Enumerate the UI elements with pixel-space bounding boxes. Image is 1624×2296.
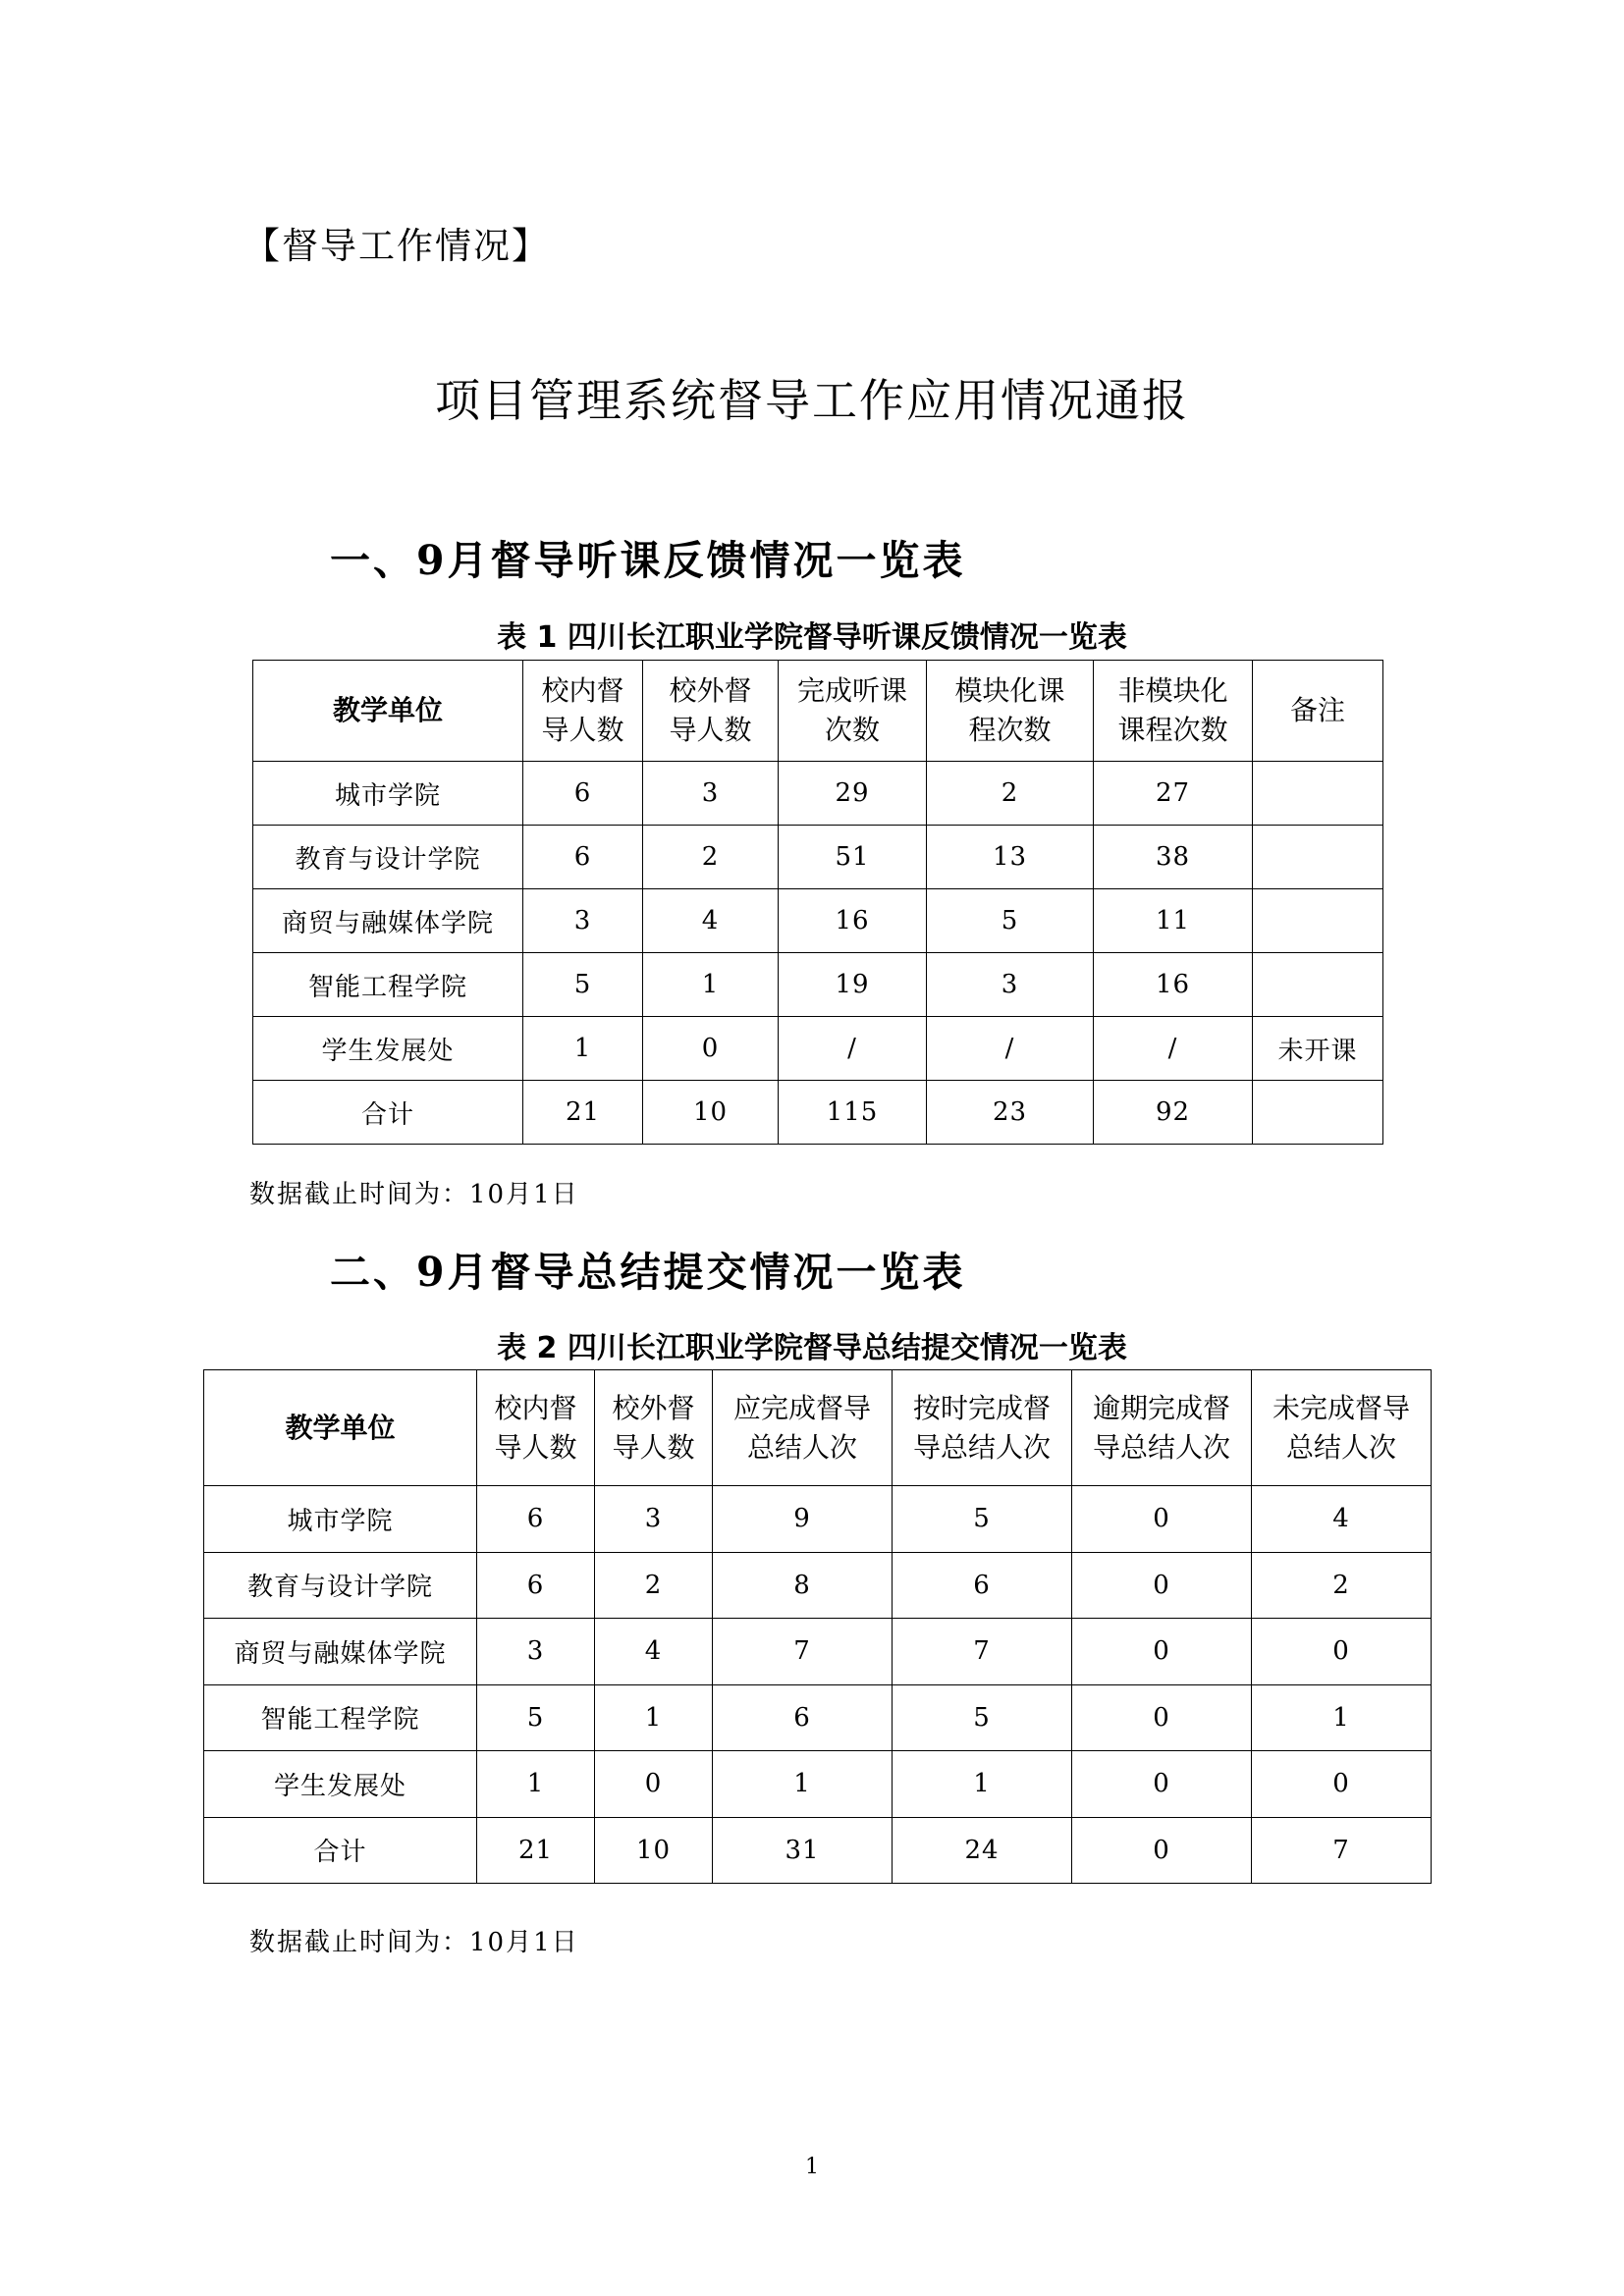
value-cell: 4 (643, 889, 779, 953)
column-header (1072, 1370, 1252, 1486)
section-1-heading: 一、9月督导听课反馈情况一览表 (330, 537, 966, 584)
column-header-line: 非模块化 (1117, 674, 1228, 707)
value-cell: 16 (779, 889, 927, 953)
value-cell: 5 (927, 889, 1094, 953)
column-header (1252, 1370, 1432, 1486)
value-cell: 23 (927, 1081, 1094, 1145)
value-cell: 6 (523, 826, 643, 889)
value-cell: 1 (523, 1017, 643, 1081)
section-tag: 【督导工作情况】 (244, 225, 550, 267)
column-header-line: 未完成督导 (1272, 1391, 1410, 1424)
value-cell: 4 (595, 1619, 713, 1685)
table-row (204, 1486, 1432, 1553)
column-header (927, 661, 1094, 762)
value-cell: 1 (893, 1751, 1072, 1818)
value-cell: 6 (893, 1552, 1072, 1619)
column-header (779, 661, 927, 762)
value-cell: 1 (477, 1751, 595, 1818)
value-cell: 2 (643, 826, 779, 889)
value-cell: 1 (643, 953, 779, 1017)
column-header-line: 逾期完成督 (1092, 1391, 1230, 1424)
column-header-line: 应完成督导 (732, 1391, 871, 1424)
table-row (253, 1017, 1383, 1081)
value-cell: 0 (1252, 1619, 1432, 1685)
value-cell: 1 (713, 1751, 893, 1818)
value-cell: 3 (927, 953, 1094, 1017)
unit-cell: 智能工程学院 (253, 953, 523, 1017)
column-header-line: 教学单位 (285, 1411, 396, 1444)
value-cell: 1 (1252, 1684, 1432, 1751)
value-cell: 5 (893, 1486, 1072, 1553)
unit-cell: 商贸与融媒体学院 (204, 1619, 477, 1685)
table-1-lecture-feedback (252, 660, 1383, 1145)
document-title: 项目管理系统督导工作应用情况通报 (435, 374, 1189, 427)
table-row (253, 826, 1383, 889)
table-2-caption: 表 2 四川长江职业学院督导总结提交情况一览表 (497, 1331, 1127, 1365)
value-cell: 29 (779, 762, 927, 826)
column-header-line: 导人数 (669, 714, 752, 746)
column-header-line: 总结人次 (746, 1430, 857, 1464)
column-header-line: 导人数 (494, 1430, 577, 1464)
table-header-row (204, 1370, 1432, 1486)
column-header (477, 1370, 595, 1486)
value-cell: 7 (893, 1619, 1072, 1685)
value-cell: 92 (1094, 1081, 1253, 1145)
column-header-line: 教学单位 (332, 694, 443, 726)
value-cell: 2 (595, 1552, 713, 1619)
column-header-line: 导总结人次 (912, 1430, 1051, 1464)
column-header (204, 1370, 477, 1486)
table-2-summary-submission (203, 1369, 1432, 1884)
value-cell: 16 (1094, 953, 1253, 1017)
column-header-line: 校外督 (669, 674, 752, 707)
column-header-line: 按时完成督 (912, 1391, 1051, 1424)
value-cell: 21 (477, 1817, 595, 1884)
value-cell: 5 (523, 953, 643, 1017)
value-cell: 51 (779, 826, 927, 889)
value-cell: 0 (1072, 1486, 1252, 1553)
column-header-line: 校内督 (494, 1391, 577, 1424)
column-header-line: 导人数 (541, 714, 624, 746)
unit-cell: 城市学院 (253, 762, 523, 826)
table-row (253, 1081, 1383, 1145)
unit-cell: 合计 (204, 1817, 477, 1884)
value-cell: 10 (643, 1081, 779, 1145)
value-cell: 4 (1252, 1486, 1432, 1553)
section-2-heading: 二、9月督导总结提交情况一览表 (330, 1249, 966, 1296)
column-header (1094, 661, 1253, 762)
column-header-line: 导人数 (612, 1430, 695, 1464)
column-header-line: 课程次数 (1117, 714, 1228, 746)
unit-cell: 智能工程学院 (204, 1684, 477, 1751)
table-2-data-note: 数据截止时间为：10月1日 (249, 1928, 579, 1957)
value-cell: 0 (1252, 1751, 1432, 1818)
page-number: 1 (805, 2155, 819, 2179)
table-row (253, 889, 1383, 953)
table-row (204, 1751, 1432, 1818)
value-cell: 21 (523, 1081, 643, 1145)
column-header-line: 程次数 (968, 714, 1052, 746)
value-cell (1253, 1081, 1383, 1145)
column-header (643, 661, 779, 762)
unit-cell: 合计 (253, 1081, 523, 1145)
column-header (253, 661, 523, 762)
unit-cell: 城市学院 (204, 1486, 477, 1553)
value-cell: / (779, 1017, 927, 1081)
value-cell (1253, 762, 1383, 826)
table-header-row (253, 661, 1383, 762)
value-cell: 6 (477, 1552, 595, 1619)
value-cell: 6 (523, 762, 643, 826)
value-cell: 1 (595, 1684, 713, 1751)
value-cell: 115 (779, 1081, 927, 1145)
value-cell: 0 (1072, 1619, 1252, 1685)
value-cell: 3 (595, 1486, 713, 1553)
value-cell (1253, 953, 1383, 1017)
value-cell: / (1094, 1017, 1253, 1081)
table-row (204, 1619, 1432, 1685)
table-1-caption: 表 1 四川长江职业学院督导听课反馈情况一览表 (497, 620, 1127, 655)
value-cell: 5 (893, 1684, 1072, 1751)
value-cell: 19 (779, 953, 927, 1017)
table-row (204, 1552, 1432, 1619)
value-cell: 0 (643, 1017, 779, 1081)
value-cell: 0 (1072, 1751, 1252, 1818)
column-header-line: 校外督 (612, 1391, 695, 1424)
column-header (1253, 661, 1383, 762)
value-cell: / (927, 1017, 1094, 1081)
value-cell: 0 (1072, 1684, 1252, 1751)
column-header-line: 总结人次 (1285, 1430, 1396, 1464)
table-1-data-note: 数据截止时间为：10月1日 (249, 1180, 579, 1209)
value-cell: 2 (1252, 1552, 1432, 1619)
value-cell: 0 (1072, 1817, 1252, 1884)
value-cell: 3 (523, 889, 643, 953)
table-row (253, 953, 1383, 1017)
value-cell: 6 (477, 1486, 595, 1553)
value-cell: 31 (713, 1817, 893, 1884)
unit-cell: 教育与设计学院 (204, 1552, 477, 1619)
table-row (253, 762, 1383, 826)
value-cell: 24 (893, 1817, 1072, 1884)
value-cell: 27 (1094, 762, 1253, 826)
table-row (204, 1817, 1432, 1884)
value-cell: 8 (713, 1552, 893, 1619)
value-cell: 2 (927, 762, 1094, 826)
table-row (204, 1684, 1432, 1751)
column-header (893, 1370, 1072, 1486)
column-header-line: 导总结人次 (1092, 1430, 1230, 1464)
value-cell: 10 (595, 1817, 713, 1884)
value-cell (1253, 889, 1383, 953)
unit-cell: 学生发展处 (253, 1017, 523, 1081)
column-header (713, 1370, 893, 1486)
unit-cell: 学生发展处 (204, 1751, 477, 1818)
column-header (523, 661, 643, 762)
value-cell: 5 (477, 1684, 595, 1751)
column-header-line: 模块化课 (954, 674, 1065, 707)
value-cell: 3 (643, 762, 779, 826)
value-cell: 0 (595, 1751, 713, 1818)
value-cell: 9 (713, 1486, 893, 1553)
column-header (595, 1370, 713, 1486)
value-cell (1253, 826, 1383, 889)
column-header-line: 完成听课 (796, 674, 907, 707)
column-header-line: 备注 (1289, 694, 1345, 726)
value-cell: 7 (713, 1619, 893, 1685)
value-cell: 6 (713, 1684, 893, 1751)
unit-cell: 教育与设计学院 (253, 826, 523, 889)
unit-cell: 商贸与融媒体学院 (253, 889, 523, 953)
value-cell: 38 (1094, 826, 1253, 889)
value-cell: 未开课 (1253, 1017, 1383, 1081)
value-cell: 13 (927, 826, 1094, 889)
value-cell: 7 (1252, 1817, 1432, 1884)
value-cell: 11 (1094, 889, 1253, 953)
value-cell: 3 (477, 1619, 595, 1685)
value-cell: 0 (1072, 1552, 1252, 1619)
column-header-line: 次数 (824, 714, 880, 746)
column-header-line: 校内督 (541, 674, 624, 707)
